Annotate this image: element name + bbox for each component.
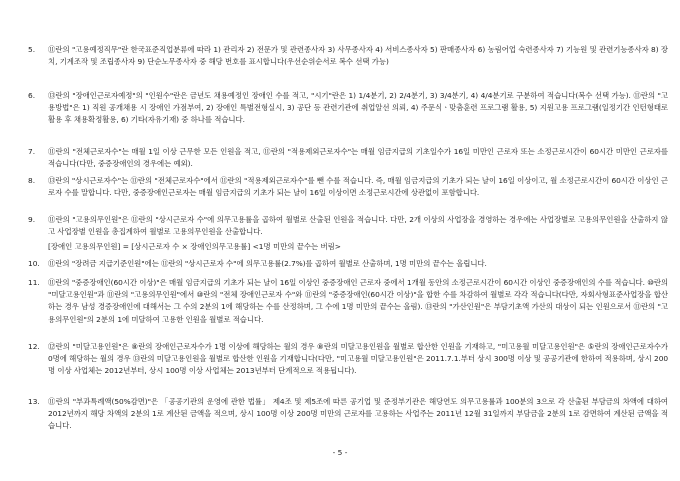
item-number: 11. — [28, 278, 40, 287]
item-number: 13. — [28, 397, 40, 406]
item-text: ⑪란의 "장려금 지급기준인원"에는 ⑪란의 "상시근로자 수"에 의무고용률(2.7%)를 곱하여 월별로 산출하며, 1명 미만의 끝수는 올립니다. — [48, 259, 487, 268]
item-text: ⑪란의 "부과특례액(50%감면)"은 「공공기관의 운영에 관한 법률」 제4조 및 제5조에 따른 공기업 및 준정부기관은 해당연도 의무고용률과 100분의 3으로 각 산출된 부담금의 차액에 대하여 2012년까지 해당 차액의 2분의 1로 계산된 금액을 적으며, 상시 100명 이상 200명 미만의 근로자를 고용하는 사업주는 2011년 12월 31일까지 부담금을 2분의 1로 감면하여 계산된 금액을 적습니다. — [48, 397, 668, 431]
item-number: 5. — [28, 45, 36, 54]
item-number: 6. — [28, 91, 36, 100]
item-9 — [28, 214, 668, 238]
item-10 — [28, 258, 668, 270]
item-12 — [28, 341, 668, 378]
item-text: ⑬란의 "상시근로자수"는 ⑪란의 "전체근로자수"에서 ⑪란의 "적용제외근로자수"를 뺀 수를 적습니다. 즉, 매월 임금지급의 기초가 되는 날이 16일 이상이고, 월 소정근로시간이 60시간 이상인 근로자 수를 말합니다. 다만, 중증장애인근로자는 매월 임금지급의 기초가 되는 날이 16일 이상이면 소정근로시간에 상관없이 포함합니다. — [48, 176, 668, 198]
item-text: ⑪란의 "고용예정직무"란 한국표준직업분류에 따라 1) 관리자 2) 전문가 및 관련종사자 3) 사무종사자 4) 서비스종사자 5) 판매종사자 6) 농림어업 숙련종사자 7) 기능원 및 관련기능종사자 8) 장치, 기계조작 및 조립종사자 9) 단순노무종사자 중 해당 번호를 표시합니다(우선순위순서로 복수 선택 가능) — [48, 45, 668, 67]
page-number: - 5 - — [332, 448, 348, 457]
item-text: ⑪란의 "전체근로자수"는 매월 1일 이상 근무한 모든 인원을 적고, ⑪란의 "적용제외근로자수"는 매월 임금지급의 기초일수가 16일 미만인 근로자 또는 소정근로시간이 60시간 미만인 근로자를 적습니다(다만, 중증장애인의 경우에는 예외). — [48, 147, 668, 169]
item-text: ⑪란의 "중증장애인(60시간 이상)"은 매월 임금지급의 기초가 되는 날이 16일 이상인 중증장애인 근로자 중에서 1개월 동안의 소정근로시간이 60시간 이상인 중증장애인의 수를 적습니다. ⑩란의 "미달고용인원"과 ⑪란의 "고용의무인원"에서 ⑩란의 "전체 장애인근로자 수"와 ⑪란의 "중증장애인(60시간 이상)"을 합한 수를 차감하여 월별로 각각 적습니다(다만, 자회사형표준사업장을 합산하는 경우 남성 경증장애인에 대해서는 그 수의 2분의 1에 해당하는 수를 산정하며, 그 수에 1명 미만의 끝수는 올림). ⑬란의 "가산인원"은 부담기초액 가산의 대상이 되는 인원으로서 ⑪란의 "고용의무인원"의 2분의 1에 미달하여 고용한 인원을 월별로 적습니다. — [48, 278, 668, 324]
item-11 — [28, 277, 668, 326]
item-number: 8. — [28, 176, 36, 185]
item-6 — [28, 90, 668, 127]
item-13 — [28, 396, 668, 433]
item-number: 7. — [28, 147, 36, 156]
item-number: 10. — [28, 259, 40, 268]
item-7 — [28, 146, 668, 170]
item-text: ⑪란의 "고용의무인원"은 ⑪란의 "상시근로자 수"에 의무고용률을 곱하여 월별로 산출된 인원을 적습니다. 다만, 2개 이상의 사업장을 경영하는 경우에는 사업장별로 고용의무인원을 산출하지 않고 사업장별 인원을 총집계하여 월별로 고용의무인원을 산출합니다. — [48, 215, 668, 237]
item-text: ⑬란의 "장애인근로자예정"의 "인원수"란은 금년도 채용예정인 장애인 수를 적고, "시기"란은 1) 1/4분기, 2) 2/4분기, 3) 3/4분기, 4) 4/4분기로 구분하여 적습니다(복수 선택 가능). ⑪란의 "고용방법"은 1) 직원 공개채용 시 장애인 가점부여, 2) 장애인 특별전형실시, 3) 공단 등 관련기관에 취업알선 의뢰, 4) 주문식ㆍ맞춤훈련 프로그램 활용, 5) 지원고용 프로그램(일정기간 인턴형태로 활용 후 채용확정활용, 6) 기타(자유기재) 중 하나를 적습니다. — [48, 91, 668, 125]
item-number: 9. — [28, 215, 36, 224]
item-5 — [28, 44, 668, 68]
item-text: ⑫란의 "미달고용인원"은 ⑧란의 장애인근로자수가 1명 이상에 해당하는 월의 경우 ⑧란의 미달고용인원을 월별로 합산한 인원을 기재하고, "미고용월 미달고용인원"은 ⑤란의 장애인근로자수가 0명에 해당하는 월의 경우 ⑬란의 미달고용인원을 월별로 합산한 인원을 기재합니다(다만, "미고용월 미달고용인원"은 2011.7.1.부터 상시 300명 이상 및 공공기관에 한하여 적용하며, 상시 200명 이상 사업체는 2012년부터, 상시 100명 이상 사업체는 2013년부터 단계적으로 적용됩니다). — [48, 342, 668, 376]
quota-formula: [장애인 고용의무인원] = [상시근로자 수 × 장애인의무고용률] <1명 미만의 끝수는 버림> — [48, 242, 341, 251]
item-8 — [28, 175, 668, 199]
item-number: 12. — [28, 342, 40, 351]
